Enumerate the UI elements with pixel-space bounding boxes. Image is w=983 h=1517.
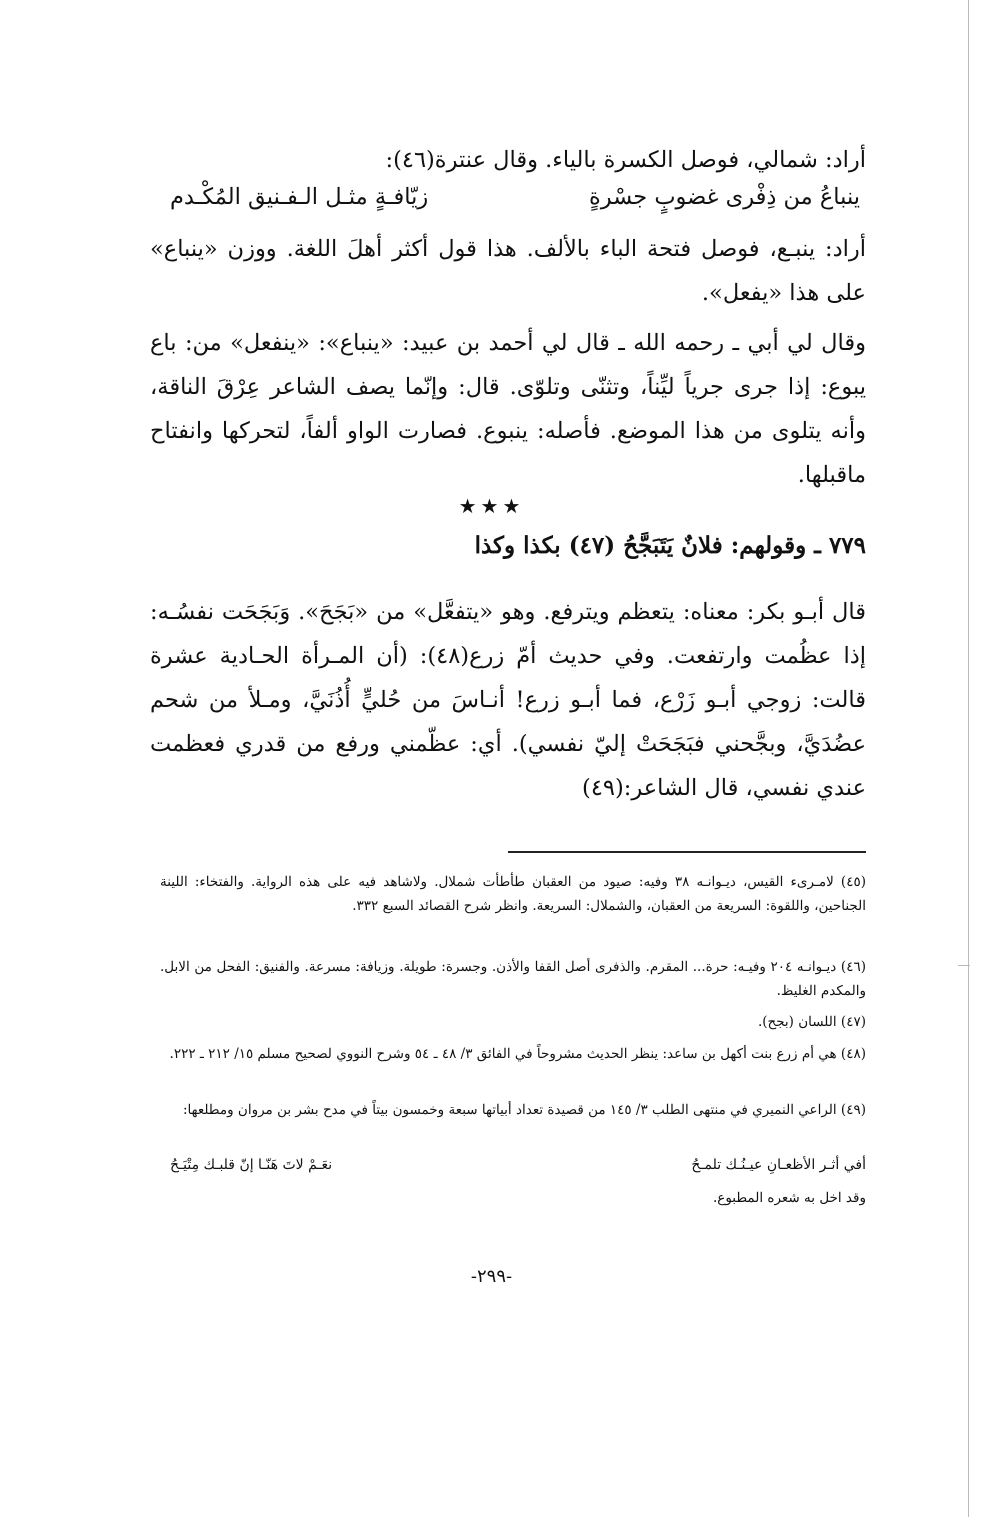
footnote-49: (٤٩) الراعي النميري في منتهى الطلب ٣/ ١٤٥ من قصيدة تعداد أبياتها سبعة وخمسون بيتاً في مدح بشر بن مروان ومطلعها: (182, 1102, 866, 1118)
footnote-separator-rule (508, 851, 866, 853)
paragraph-text: وقال لي أبي ـ رحمه الله ـ قال لي أحمد بن عبيد: «ينباع»: «ينفعل» من: باع يبوع: إذا جرى جرياً ليِّناً، وتثنّى وتلوّى. قال: وإنّما يصف الشاعر عِرْقَ الناقة، وأنه يتلوى من هذا الموضع. فأصله: ينبوع. فصارت الواو ألفاً، لتحركها وانفتاح ماقبلها. (150, 330, 866, 488)
paragraph-1 (150, 138, 866, 182)
poem-verse-antara (170, 184, 860, 228)
paragraph-text: قال أبـو بكر: معناه: يتعظم ويترفع. وهو «يتفعَّل» من «بَجَحَ». وَبَجَحَت نفسُـه: إذا عظُمت وارتفعت. وفي حديث أمّ زرع(٤٨): (أن المـرأة الحـادية عشرة قالت: زوجي أبـو زَرْع، فما أبـو زرع! أنـاسَ من حُليٍّ أُذُنَيَّ، ومـلأ من شحم عضُدَيَّ، وبجَّحني فبَجَحَتْ إليّ نفسي). أي: عظّمني ورفع من قدري فعظمت عندي نفسي، قال الشاعر:(٤٩) (150, 599, 866, 801)
scan-edge-line (968, 0, 969, 1517)
scan-edge-tick (958, 965, 970, 966)
footnote-48: (٤٨) هي أم زرع بنت أكهل بن ساعد: ينظر الحديث مشروحاً في الفائق ٣/ ٤٨ ـ ٥٤ وشرح النووي لصحيح مسلم ١٥/ ٢١٢ ـ ٢٢٢. (169, 1046, 866, 1062)
footnote-45: (٤٥) لامـرىء القيس، ديـوانـه ٣٨ وفيه: صيود من العقبان طأطأت شملال. ولاشاهد فيه على هذه الرواية. والفتخاء: اللينة الجناحين، واللقوة: السريعة من العقبان، والشملال: السريعة. وانظر شرح القصائد السبع ٣٣٢. (160, 874, 866, 914)
footnote-46: (٤٦) ديـوانـه ٢٠٤ وفيـه: حرة... المقرم. والذفرى أصل القفا والأذن. وجسرة: طويلة. وزيافة: مسرعة. والفنيق: الفحل من الابل. والمكدم الغليظ. (160, 959, 866, 999)
paragraph-3 (150, 321, 866, 497)
entry-heading: ٧٧٩ ـ وقولهم: فلانٌ يَتَبَجَّحُ (٤٧) بكذا وكذا (474, 532, 866, 559)
section-separator-stars: ★★★ (458, 494, 525, 518)
verse-second-hemistich: زيّافـةٍ مثـل الـفـنيق المُكْـدم (170, 184, 429, 210)
paragraph-text: أراد: ينبـع، فوصل فتحة الباء بالألف. هذا قول أكثر أهلَ اللغة. ووزن «ينباع» على هذا «يفعل». (150, 236, 866, 306)
footnote-47: (٤٧) اللسان (بجح). (757, 1014, 866, 1030)
paragraph-2 (150, 227, 866, 315)
verse-second-hemistich: نعَـمْ لاتَ هَنّـا إنّ قلبـك مِتْيَـحُ (170, 1157, 333, 1173)
footnote-49-verse (160, 1157, 866, 1181)
verse-first-hemistich: ينباعُ من ذِفْرى غضوبٍ جسْرةٍ (589, 184, 860, 210)
verse-first-hemistich: أفي أثـر الأظعـانِ عيـنُـك تلمـحُ (691, 1157, 866, 1173)
paragraph-text: أراد: شمالي، فوصل الكسرة بالياء. وقال عنترة(٤٦): (385, 147, 866, 173)
footnote-49-end: وقد اخل به شعره المطبوع. (712, 1190, 866, 1206)
page-number: -٢٩٩- (470, 1266, 513, 1287)
paragraph-4 (150, 590, 866, 810)
